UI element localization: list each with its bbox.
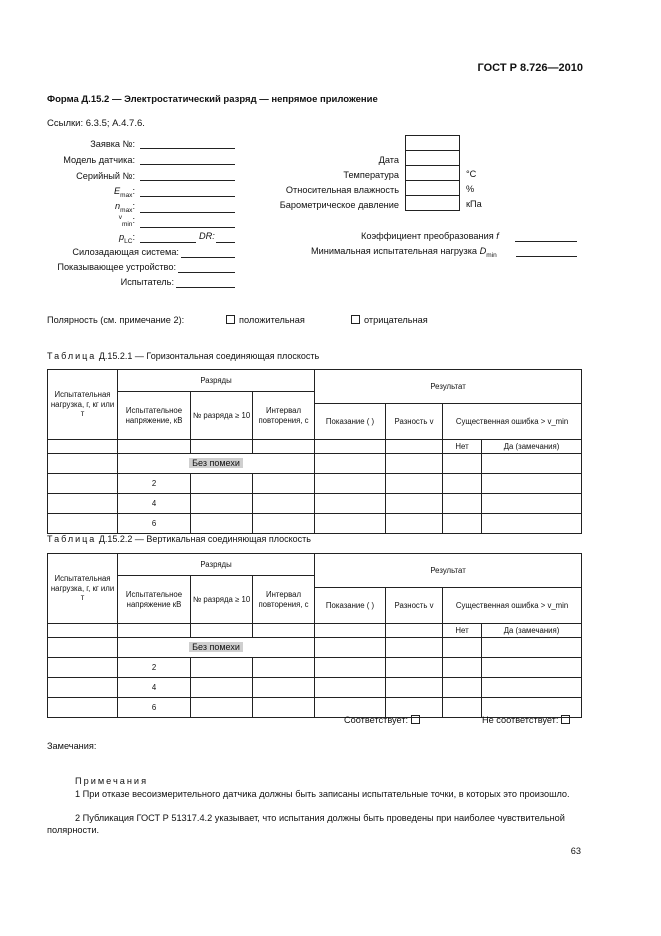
polarity-label: Полярность (см. примечание 2): <box>47 315 185 325</box>
t2-header-no: Нет <box>443 624 482 638</box>
field-dr[interactable] <box>216 242 235 243</box>
t2-header-yes: Да (замечания) <box>482 624 582 638</box>
t1-header-voltage: Испытательное напряжение, кВ <box>118 392 191 440</box>
box-date[interactable] <box>405 150 460 166</box>
complies[interactable]: Соответствует: <box>344 715 424 725</box>
label-sensor-model: Модель датчика: <box>63 155 135 165</box>
field-serial[interactable] <box>140 180 235 181</box>
label-indicator: Показывающее устройство: <box>57 262 176 272</box>
label-dr: DR: <box>199 231 215 241</box>
t1-header-discharges: Разряды <box>118 370 315 392</box>
label-pressure: Барометрическое давление <box>279 200 399 210</box>
t1-header-load: Испытательная нагрузка, г, кг или т <box>48 370 118 440</box>
field-vmin[interactable] <box>140 227 235 228</box>
label-coefficient: Коэффициент преобразования f <box>361 231 499 241</box>
t2-header-result: Результат <box>315 554 582 588</box>
label-emax: $E_{max}$: <box>114 186 135 199</box>
t2-header-discharges: Разряды <box>118 554 315 576</box>
references: Ссылки: 6.3.5; А.4.7.6. <box>47 118 145 129</box>
field-application[interactable] <box>140 148 235 149</box>
table1-caption: Таблица Д.15.2.1 — Горизонтальная соединяющая плоскость <box>47 351 320 361</box>
box-extra[interactable] <box>405 135 460 151</box>
t2-header-interval: Интервал повторения, с <box>253 576 315 624</box>
box-temperature[interactable] <box>405 165 460 181</box>
label-application: Заявка №: <box>90 139 135 149</box>
t1-row-nointerf: Без помехи <box>118 454 315 474</box>
t2-row-voltage: 6 <box>118 698 191 718</box>
t1-cell[interactable] <box>48 454 118 474</box>
unit-temperature: °C <box>466 169 477 179</box>
label-humidity: Относительная влажность <box>285 185 399 195</box>
note-2: 2 Публикация ГОСТ Р 51317.4.2 указывает, что испытания должны быть проведены при наиболее чувствительной полярности. <box>47 813 565 835</box>
t1-row-voltage: 2 <box>118 474 191 494</box>
label-date: Дата <box>378 155 399 165</box>
t1-header-interval: Интервал повторения, с <box>253 392 315 440</box>
t1-header-number: № разряда ≥ 10 <box>191 392 253 440</box>
field-force-system[interactable] <box>181 257 235 258</box>
field-indicator[interactable] <box>178 272 235 273</box>
page-number: 63 <box>570 846 581 856</box>
label-temperature: Температура <box>343 170 399 180</box>
box-humidity[interactable] <box>405 180 460 196</box>
t1-blank <box>48 440 118 454</box>
checkbox-positive[interactable] <box>226 315 235 324</box>
t2-row-voltage: 2 <box>118 658 191 678</box>
t2-header-error: Существенная ошибка > v_min <box>443 588 582 624</box>
not-complies[interactable]: Не соответствует: <box>482 715 574 725</box>
unit-pressure: кПа <box>466 199 482 209</box>
checkbox-complies[interactable] <box>411 715 420 724</box>
t2-header-number: № разряда ≥ 10 <box>191 576 253 624</box>
table2-caption: Таблица Д.15.2.2 — Вертикальная соединяющая плоскость <box>47 534 311 544</box>
unit-humidity: % <box>466 184 475 194</box>
label-tester: Испытатель: <box>120 277 174 287</box>
label-min-load: Минимальная испытательная нагрузка $D_{min}$ <box>311 246 497 259</box>
form-title: Форма Д.15.2 — Электростатический разряд — непрямое приложение <box>47 94 378 105</box>
label-vmin: $^v_{min}$: <box>118 214 135 228</box>
polarity-positive[interactable]: положительная <box>226 315 305 325</box>
label-serial: Серийный №: <box>76 171 135 181</box>
note-1: 1 При отказе весоизмерительного датчика должны быть записаны испытательные точки, в которых это произошло. <box>75 789 570 799</box>
t1-header-yes: Да (замечания) <box>482 440 582 454</box>
t1-header-error: Существенная ошибка > v_min <box>443 404 582 440</box>
t2-blank <box>48 624 118 638</box>
checkbox-negative[interactable] <box>351 315 360 324</box>
field-coefficient[interactable] <box>515 241 577 242</box>
t2-row-voltage: 4 <box>118 678 191 698</box>
t2-header-diff: Разность v <box>386 588 443 624</box>
t1-header-no: Нет <box>443 440 482 454</box>
field-nmax[interactable] <box>140 212 235 213</box>
table-vertical <box>47 553 582 718</box>
checkbox-not-complies[interactable] <box>561 715 570 724</box>
field-tester[interactable] <box>176 287 235 288</box>
field-min-load[interactable] <box>516 256 577 257</box>
table-horizontal <box>47 369 582 534</box>
t2-header-voltage: Испытательное напряжение кВ <box>118 576 191 624</box>
t1-row-voltage: 4 <box>118 494 191 514</box>
field-emax[interactable] <box>140 196 235 197</box>
document-header: ГОСТ Р 8.726—2010 <box>477 62 583 74</box>
notes-heading: Примечания <box>75 776 149 786</box>
field-plc[interactable] <box>140 242 196 243</box>
box-pressure[interactable] <box>405 195 460 211</box>
polarity-negative[interactable]: отрицательная <box>351 315 428 325</box>
t1-header-result: Результат <box>315 370 582 404</box>
t1-header-reading: Показание ( ) <box>315 404 386 440</box>
t2-header-load: Испытательная нагрузка, г, кг или т <box>48 554 118 624</box>
label-nmax: $n_{max}$: <box>115 201 135 214</box>
t1-row-voltage: 6 <box>118 514 191 534</box>
label-force-system: Силозадающая система: <box>72 247 179 257</box>
field-sensor-model[interactable] <box>140 164 235 165</box>
label-plc: $p_{LC}$: <box>119 232 135 245</box>
t2-row-nointerf: Без помехи <box>118 638 315 658</box>
remarks-label: Замечания: <box>47 741 97 751</box>
t1-header-diff: Разность v <box>386 404 443 440</box>
t2-header-reading: Показание ( ) <box>315 588 386 624</box>
